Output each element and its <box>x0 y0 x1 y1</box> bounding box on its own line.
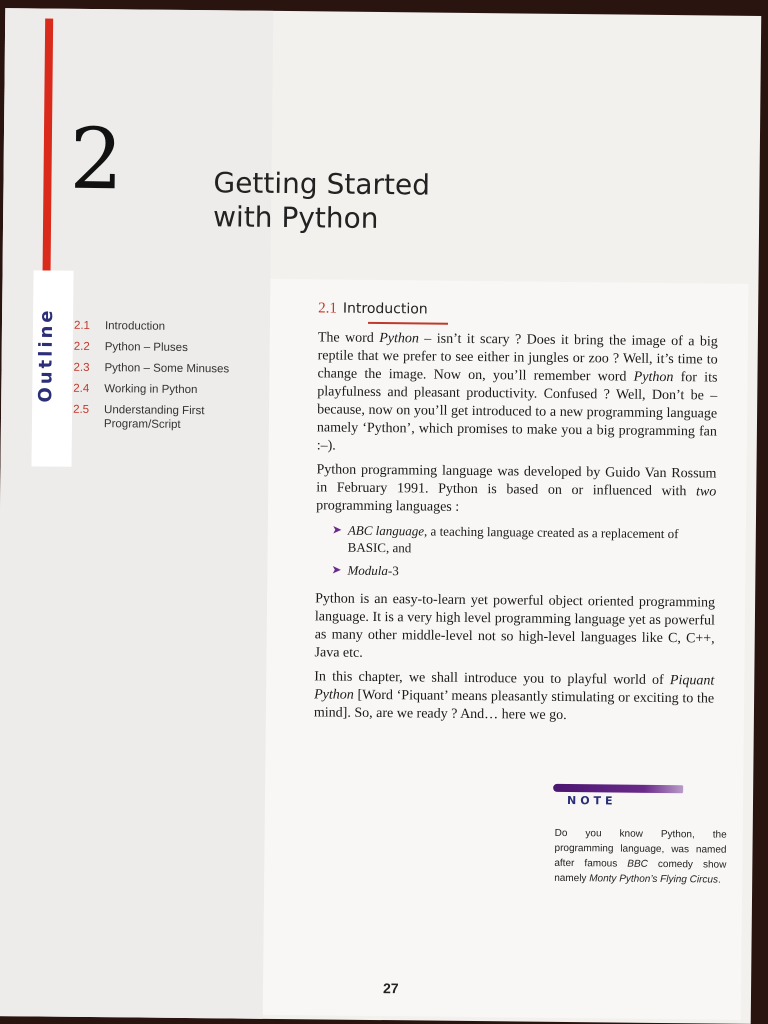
chapter-title-line1: Getting Started <box>213 166 431 202</box>
outline-list <box>73 319 274 440</box>
outline-item <box>73 382 273 398</box>
book-page <box>0 8 761 1024</box>
section-number: 2.1 <box>318 300 338 317</box>
outline-item-number: 2.3 <box>73 361 90 374</box>
description-paragraph: Python is an easy-to-learn yet powerful object oriented programming language. It is a very high level programming language yet as powerful as many other middle-level not so high-level languages like C, C++, Java etc. <box>314 591 716 661</box>
page-number: 27 <box>382 980 399 997</box>
intro-paragraph: The word Python – isn’t it scary ? Does it bring the image of a big reptile that we prefer to see either in jungles or zoo ? Well, it’s time to change the image. Now on, you’ll remember word Python for its playfulness and pleasant productivity. Confused ? Well, Don’t be – because, now on you’ll get introduced to a new programming language namely ‘Python’, which promises to make you a big programming fan :–). <box>316 330 718 454</box>
margin-band <box>0 8 273 1019</box>
list-item: ➤ Modula-3 <box>331 562 399 579</box>
history-paragraph: Python programming language was developed by Guido Van Rossum in February 1991. Python is based on or influenced with two programming languages : <box>316 462 717 515</box>
section-heading <box>318 300 428 318</box>
note-text: Do you know Python, the programming language, was named after famous BBC comedy show namely Monty Python’s Flying Circus. <box>554 827 727 886</box>
outline-item <box>74 340 274 356</box>
outline-item-label: Understanding First Program/Script <box>103 404 205 431</box>
chapter-title <box>213 166 430 236</box>
outline-item <box>73 403 273 433</box>
section-title: Introduction <box>342 300 428 318</box>
outline-item <box>74 319 274 335</box>
chapter-number: 2 <box>69 109 124 209</box>
outline-item-label: Python – Some Minuses <box>104 362 230 376</box>
outline-item-number: 2.1 <box>73 319 91 332</box>
outline-label: Outline <box>35 307 58 403</box>
outline-item-number: 2.4 <box>73 382 90 395</box>
chapter-intro-paragraph: In this chapter, we shall introduce you to playful world of Piquant Python [Word ‘Piquant’ means pleasantly stimulating or exciting to the mind]. So, are we ready ? And… here we go. <box>313 669 715 723</box>
list-item: ➤ ABC language, a teaching language created as a replacement of BASIC, and <box>331 522 679 556</box>
influence-list <box>331 522 716 583</box>
diamond-bullet-icon: ➤ <box>331 562 342 577</box>
note-accent-bar <box>553 784 683 793</box>
outline-item-number: 2.5 <box>73 403 90 416</box>
outline-item <box>73 361 273 377</box>
chapter-title-line2: with Python <box>212 200 379 235</box>
outline-item-label: Python – Pluses <box>104 341 188 354</box>
outline-item-label: Working in Python <box>104 383 198 397</box>
note-label: NOTE <box>566 793 617 808</box>
outline-item-number: 2.2 <box>73 340 90 353</box>
diamond-bullet-icon: ➤ <box>331 522 342 537</box>
section-body <box>314 329 718 732</box>
outline-item-label: Introduction <box>104 320 166 333</box>
